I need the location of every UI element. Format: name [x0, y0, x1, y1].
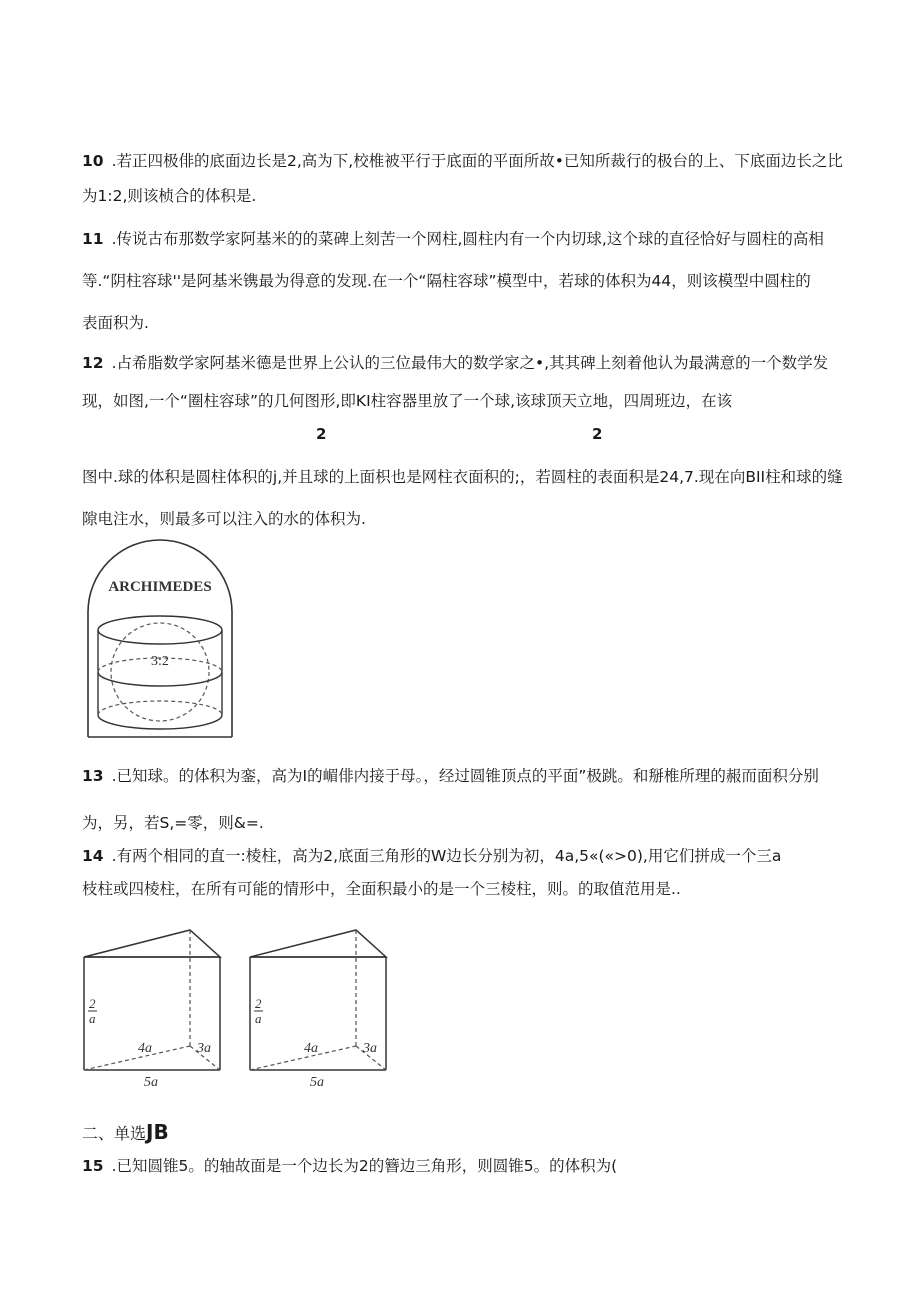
section-prefix: 二、单选: [82, 1124, 147, 1143]
section-heading: [82, 1120, 169, 1144]
q13-text1: .已知球。的体积为銮，高为I的嵋俳内接于母。，经过圆锥顶点的平面”极跳。和掰椎所理的赧而面积分别: [111, 767, 819, 785]
ratio-label: 3:2: [151, 654, 169, 669]
prism-hidden-base-1: [84, 1046, 190, 1070]
side-label-3a: 3a: [197, 1041, 211, 1056]
height-numerator: 2: [89, 996, 96, 1011]
q10-text2: 为1:2,则该桢合的体积是.: [82, 187, 257, 205]
prism-top-face: [84, 930, 220, 957]
q14-text1: .有两个相同的直一:棱柱，高为2,底面三角形的W边长分别为初，4a,5«(«>0),用它们拼成一个三a: [111, 847, 782, 865]
prism-top-face: [250, 930, 386, 957]
q12-text2: 现，如图,一个“圈柱容球”的几何图形,即KI柱容器里放了一个球,该球顶天立地，四周班边，在该: [82, 392, 733, 410]
prism-figure-right: [246, 910, 396, 1090]
q14-line1: [82, 845, 781, 867]
q11-line2: [82, 270, 811, 292]
prism-hidden-base-1: [250, 1046, 356, 1070]
sphere-outline: [111, 623, 209, 721]
q12-line1: [82, 352, 828, 374]
q12-superscript-2: 2: [592, 425, 603, 443]
q15-line1: [82, 1155, 617, 1177]
q10-number: 10: [82, 152, 104, 170]
q11-text2: 等.“阴柱容球''是阿基米镌最为得意的发现.在一个“隔柱容球”模型中，若球的体积为44，则该模型中圆柱的: [82, 272, 811, 290]
q13-text2: 为，另，若S,=零，则&=.: [82, 814, 264, 832]
q12-line2: [82, 390, 732, 412]
q12-text1: .占希脂数学家阿基米德是世界上公认的三位最伟大的数学家之•,其其碑上刻着他认为最满意的一个数学发: [111, 354, 829, 372]
side-label-5a: 5a: [144, 1075, 158, 1090]
q10-line1: [82, 150, 843, 172]
q14-text2: 枝柱或四棱柱，在所有可能的情形中，全面积最小的是一个三棱柱，则。的取值范用是..: [82, 880, 681, 898]
q13-line1: [82, 765, 819, 787]
q11-number: 11: [82, 230, 104, 248]
sphere-equator-front: [98, 672, 222, 686]
cylinder-bottom-back: [98, 701, 222, 715]
prism-figure-left: [80, 910, 230, 1090]
height-denominator: a: [255, 1011, 262, 1026]
q12-number: 12: [82, 354, 104, 372]
q11-text1: .传说古布那数学家阿基米的的菜碑上刻苦一个网柱,圆柱内有一个内切球,这个球的直径恰好与圆柱的高相: [111, 230, 824, 248]
q13-number: 13: [82, 767, 104, 785]
q14-number: 14: [82, 847, 104, 865]
archimedes-figure: [80, 532, 240, 742]
q12-line4: [82, 508, 366, 530]
q10-line2: [82, 185, 256, 207]
q10-text1: .若正四极俳的底面边长是2,高为下,校椎被平行于底面的平面所故•已知所裁行的极台的上、下底面边长之比: [111, 152, 843, 170]
cylinder-top: [98, 616, 222, 644]
q12-text3: 图中.球的体积是圆柱体积的j,并且球的上面枳也是网柱衣面积的;，若圆柱的表面积是24,7.现在向BII柱和球的缝: [82, 468, 843, 486]
height-numerator: 2: [255, 996, 262, 1011]
q11-line3: [82, 312, 149, 334]
section-suffix: JB: [146, 1120, 169, 1144]
archimedes-title: ARCHIMEDES: [108, 579, 212, 595]
side-label-4a: 4a: [304, 1041, 318, 1056]
q15-text1: .已知圆锥5。的轴故面是一个边长为2的簪边三角形，则圆锥5。的体积为(: [111, 1157, 618, 1175]
q11-line1: [82, 228, 824, 250]
q11-text3: 表面积为.: [82, 314, 149, 332]
side-label-5a: 5a: [310, 1075, 324, 1090]
q13-line2: [82, 812, 264, 834]
side-label-4a: 4a: [138, 1041, 152, 1056]
height-denominator: a: [89, 1011, 96, 1026]
cylinder-bottom-front: [98, 715, 222, 729]
q12-text4: 隙电注水，则最多可以注入的水的体积为.: [82, 510, 366, 528]
side-label-3a: 3a: [363, 1041, 377, 1056]
q15-number: 15: [82, 1157, 104, 1175]
q12-line3: [82, 466, 843, 488]
q12-superscript-1: 2: [316, 425, 327, 443]
q14-line2: [82, 878, 681, 900]
